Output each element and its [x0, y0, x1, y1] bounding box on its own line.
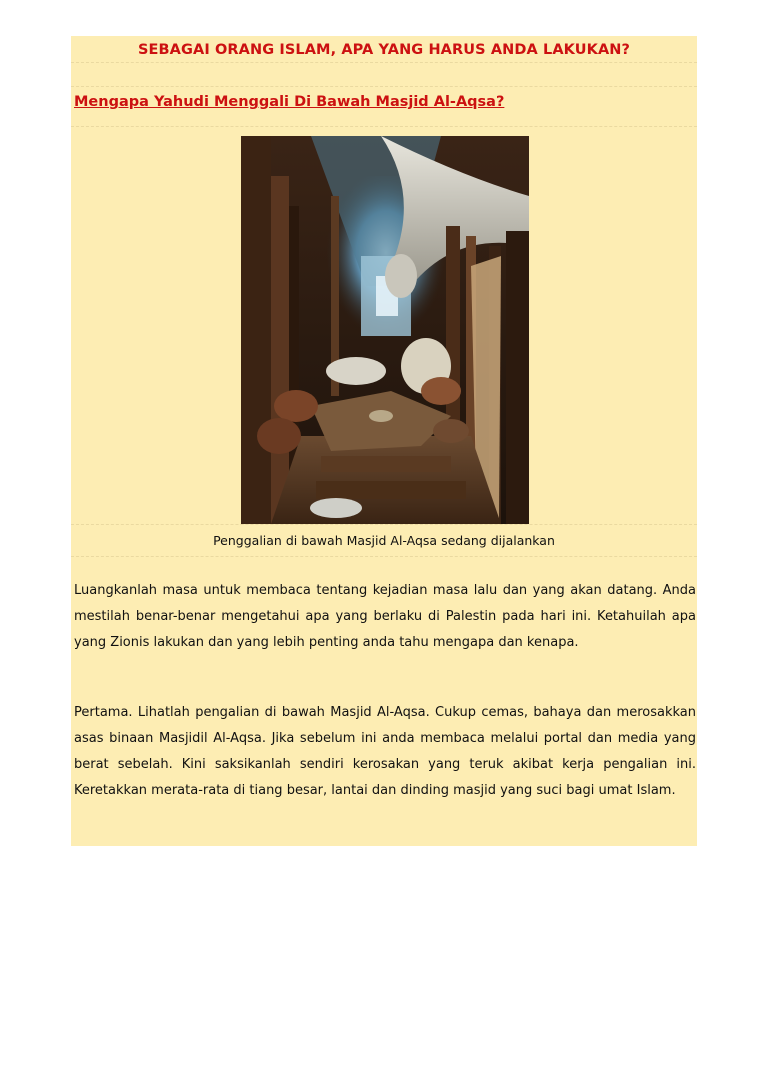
- page-title: SEBAGAI ORANG ISLAM, APA YANG HARUS ANDA LAKUKAN?: [137, 42, 631, 58]
- paragraph: Luangkanlah masa untuk membaca tentang kejadian masa lalu dan yang akan datang. Anda mestilah benar-benar mengetahui apa yang berlaku di Palestin pada hari ini. Ketahuilah apa yang Zionis lakukan dan yang lebih penting anda tahu mengapa dan kenapa.: [74, 583, 696, 650]
- divider: [71, 556, 697, 557]
- paragraph: Pertama. Lihatlah pengalian di bawah Masjid Al-Aqsa. Cukup cemas, bahaya dan merosakkan asas binaan Masjidil Al-Aqsa. Jika sebelum ini anda membaca melalui portal dan media yang berat sebelah. Kini saksikanlah sendiri kerosakan yang teruk akibat kerja pengalian ini. Keretakkan merata-rata di tiang besar, lantai dan dinding masjid yang suci bagi umat Islam.: [74, 705, 696, 798]
- divider: [71, 524, 697, 525]
- divider: [71, 86, 697, 87]
- excavation-tunnel-photo: [241, 136, 529, 524]
- photo-caption: Penggalian di bawah Masjid Al-Aqsa sedang dijalankan: [213, 533, 555, 548]
- divider: [71, 62, 697, 63]
- divider: [71, 126, 697, 127]
- article-subtitle: Mengapa Yahudi Menggali Di Bawah Masjid Al-Aqsa?: [74, 94, 505, 110]
- article-panel: [71, 36, 697, 846]
